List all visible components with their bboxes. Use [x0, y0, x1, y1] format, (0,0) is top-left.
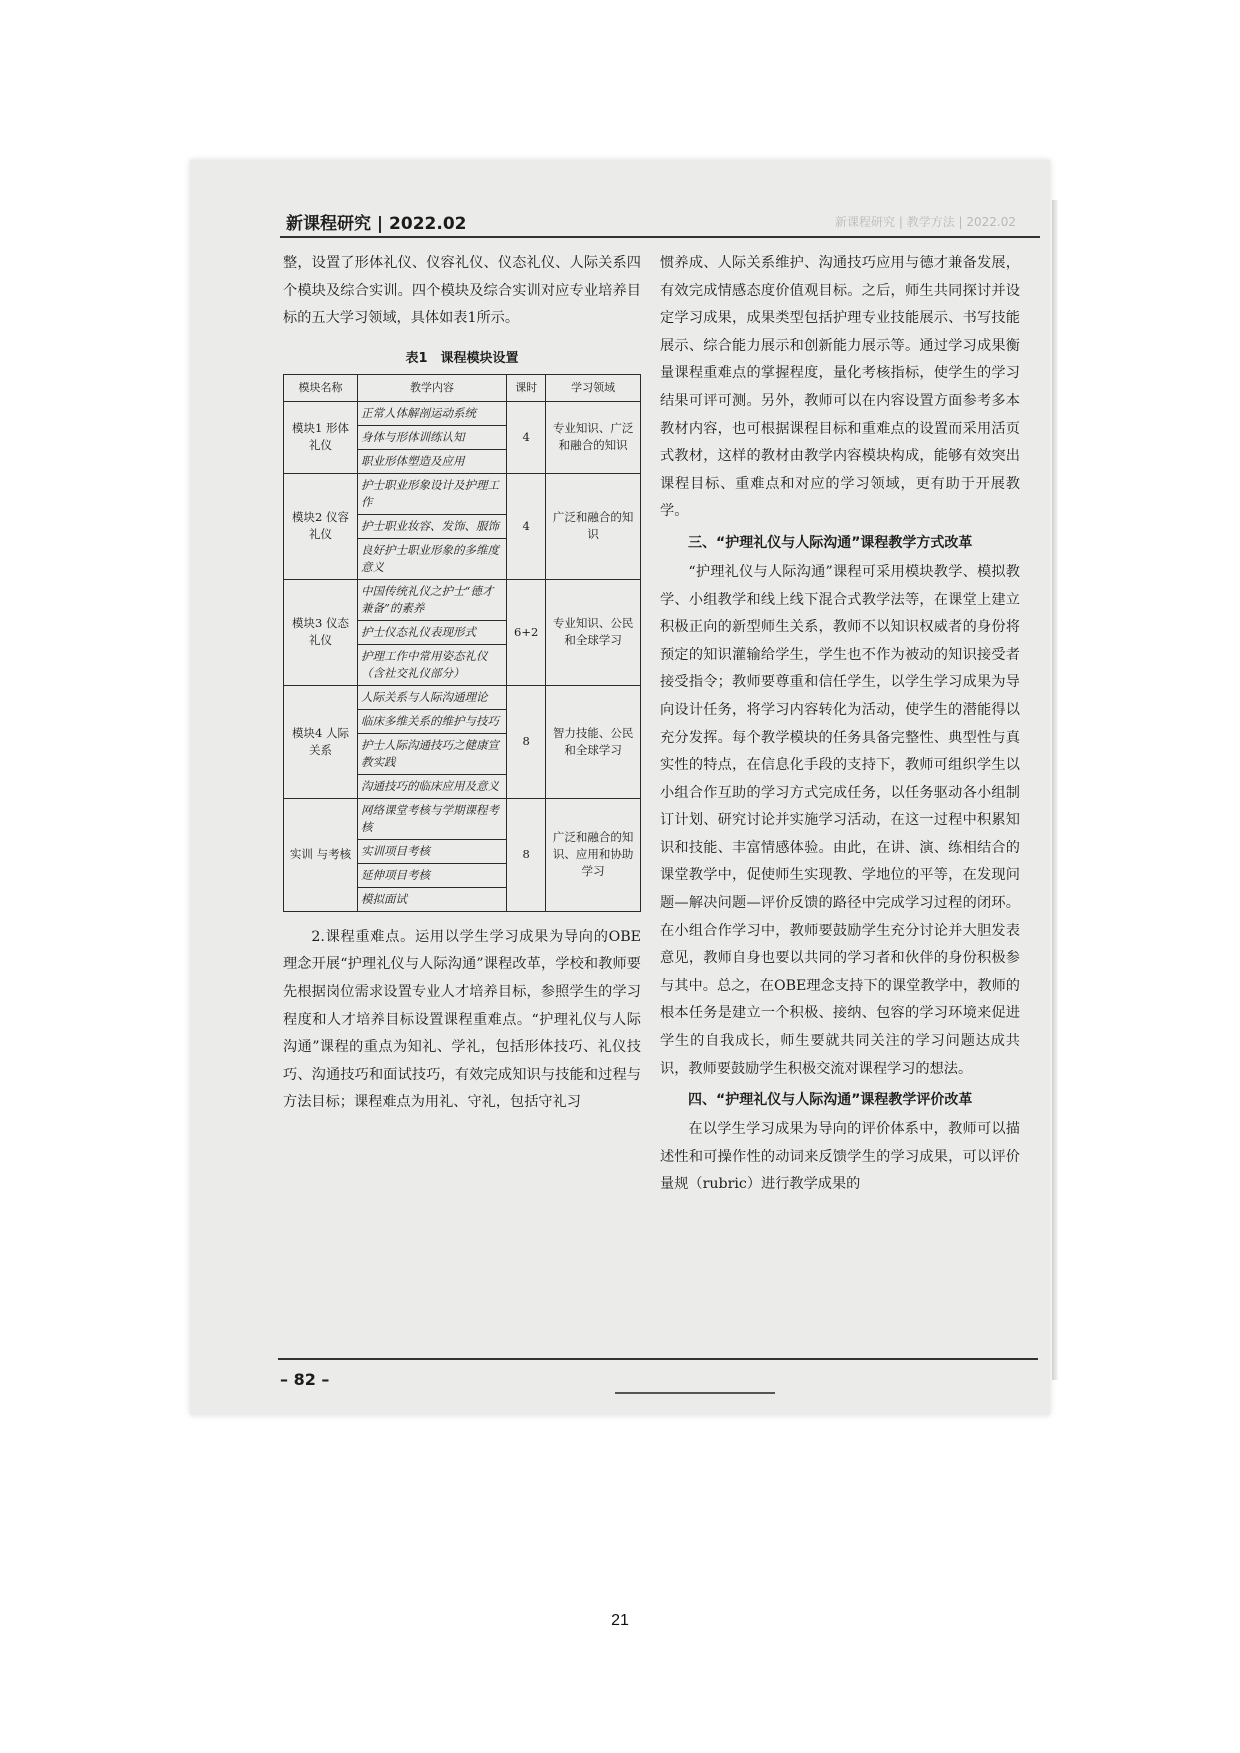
table-header-row — [284, 374, 641, 401]
hours-cell: 6+2 — [507, 579, 546, 685]
bleed-through-text: 新课程研究 | 教学方法 | 2022.02 — [835, 215, 1016, 229]
hours-cell: 8 — [507, 685, 546, 798]
right-paragraph-3: 在以学生学习成果为导向的评价体系中，教师可以描述性和可操作性的动词来反馈学生的学习成果，可以评价量规（rubric）进行教学成果的 — [660, 1121, 1020, 1193]
content-cell: 职业形体塑造及应用 — [358, 449, 507, 473]
left-paragraph-1: 整，设置了形体礼仪、仪容礼仪、仪态礼仪、人际关系四个模块及综合实训。四个模块及综合实训对应专业培养目标的五大学习领域，具体如表1所示。 — [283, 255, 641, 327]
domain-cell: 专业知识、公民和全球学习 — [546, 579, 641, 685]
left-column — [283, 250, 641, 1117]
content-cell: 临床多维关系的维护与技巧 — [358, 709, 507, 733]
content-cell: 网络课堂考核与学期课程考核 — [358, 798, 507, 839]
module-name: 模块4 人际关系 — [284, 685, 358, 798]
content-cell: 护理工作中常用姿态礼仪（含社交礼仪部分） — [358, 644, 507, 685]
section-heading-4: 四、“护理礼仪与人际沟通”课程教学评价改革 — [688, 1092, 973, 1109]
module-name: 模块2 仪容礼仪 — [284, 473, 358, 579]
table-row — [284, 401, 641, 425]
module-table — [283, 374, 641, 912]
scanned-page — [190, 160, 1050, 1415]
domain-cell: 专业知识、广泛和融合的知识 — [546, 401, 641, 473]
module-name: 模块3 仪态礼仪 — [284, 579, 358, 685]
bottom-line — [615, 1392, 775, 1394]
hours-cell: 4 — [507, 473, 546, 579]
document-page-number: 21 — [611, 1612, 629, 1629]
content-cell: 身体与形体训练认知 — [358, 425, 507, 449]
content-cell: 延伸项目考核 — [358, 863, 507, 887]
table-header-cell: 教学内容 — [358, 374, 507, 401]
content-cell: 护士职业形象设计及护理工作 — [358, 473, 507, 514]
content-cell: 实训项目考核 — [358, 839, 507, 863]
content-cell: 护士人际沟通技巧之健康宣教实践 — [358, 733, 507, 774]
section-heading-3: 三、“护理礼仪与人际沟通”课程教学方式改革 — [688, 534, 973, 551]
content-cell: 沟通技巧的临床应用及意义 — [358, 774, 507, 798]
domain-cell: 智力技能、公民和全球学习 — [546, 685, 641, 798]
domain-cell: 广泛和融合的知识 — [546, 473, 641, 579]
right-column — [660, 250, 1020, 1199]
domain-cell: 广泛和融合的知识、应用和协助学习 — [546, 798, 641, 911]
right-paragraph-2: “护理礼仪与人际沟通”课程可采用模块教学、模拟教学、小组教学和线上线下混合式教学法等，在课堂上建立积极正向的新型师生关系，教师不以知识权威者的身份将预定的知识灌输给学生，学生也不作为被动的知识接受者接受指令；教师要尊重和信任学生，以学生学习成果为导向设计任务，将学习内容转化为活动，使学生的潜能得以充分发挥。每个教学模块的任务具备完整性、典型性与真实性的特点，在信息化手段的支持下，教师可组织学生以小组合作互助的学习方式完成任务，以任务驱动各小组制订计划、研究讨论并实施学习活动，在这一过程中积累知识和技能、丰富情感体验。由此，在讲、演、练相结合的课堂教学中，促使师生实现教、学地位的平等，在发现问题—解决问题—评价反馈的路径中完成学习过程的闭环。在小组合作学习中，教师要鼓励学生充分讨论并大胆发表意见，教师自身也要以共同的学习者和伙伴的身份积极参与其中。总之，在OBE理念支持下的课堂教学中，教师的根本任务是建立一个积极、接纳、包容的学习环境来促进学生的自我成长，师生要就共同关注的学习问题达成共识，教师要鼓励学生积极交流对课程学习的想法。 — [660, 563, 1020, 1077]
table-header-cell: 课时 — [507, 374, 546, 401]
hours-cell: 4 — [507, 401, 546, 473]
content-cell: 良好护士职业形象的多维度意义 — [358, 538, 507, 579]
right-paragraph-1: 惯养成、人际关系维护、沟通技巧应用与德才兼备发展，有效完成情感态度价值观目标。之后，师生共同探讨并设定学习成果，成果类型包括护理专业技能展示、书写技能展示、综合能力展示和创新能力展示等。通过学习成果衡量课程重难点的掌握程度，量化考核指标，使学生的学习结果可评可测。另外，教师可以在内容设置方面参考多本教材内容，也可根据课程目标和重难点的设置而采用活页式教材，这样的教材由教学内容模块构成，能够有效突出课程目标、重难点和对应的学习领域，更有助于开展教学。 — [660, 255, 1020, 520]
content-cell: 模拟面试 — [358, 887, 507, 911]
content-cell: 中国传统礼仪之护士“德才兼备”的素养 — [358, 579, 507, 620]
module-name: 实训 与考核 — [284, 798, 358, 911]
table-row — [284, 473, 641, 514]
table-header-cell: 模块名称 — [284, 374, 358, 401]
page-number: – 82 – — [280, 1370, 330, 1389]
left-paragraph-2: 2.课程重难点。运用以学生学习成果为导向的OBE理念开展“护理礼仪与人际沟通”课程改革，学校和教师要先根据岗位需求设置专业人才培养目标，参照学生的学习程度和人才培养目标设置课程重难点。“护理礼仪与人际沟通”课程的重点为知礼、学礼，包括形体技巧、礼仪技巧、沟通技巧和面试技巧，有效完成知识与技能和过程与方法目标；课程难点为用礼、守礼，包括守礼习 — [283, 928, 641, 1111]
content-cell: 护士仪态礼仪表现形式 — [358, 620, 507, 644]
module-name: 模块1 形体礼仪 — [284, 401, 358, 473]
journal-title: 新课程研究 | 2022.02 — [286, 214, 467, 234]
header-rule — [280, 236, 1040, 238]
table-row — [284, 579, 641, 620]
hours-cell: 8 — [507, 798, 546, 911]
footer-rule — [278, 1358, 1038, 1360]
table-header-cell: 学习领域 — [546, 374, 641, 401]
content-cell: 护士职业妆容、发饰、服饰 — [358, 514, 507, 538]
table-row — [284, 685, 641, 709]
table-caption: 表1 课程模块设置 — [405, 350, 519, 366]
content-cell: 正常人体解剖运动系统 — [358, 401, 507, 425]
table-row — [284, 798, 641, 839]
content-cell: 人际关系与人际沟通理论 — [358, 685, 507, 709]
running-header — [286, 207, 1016, 237]
